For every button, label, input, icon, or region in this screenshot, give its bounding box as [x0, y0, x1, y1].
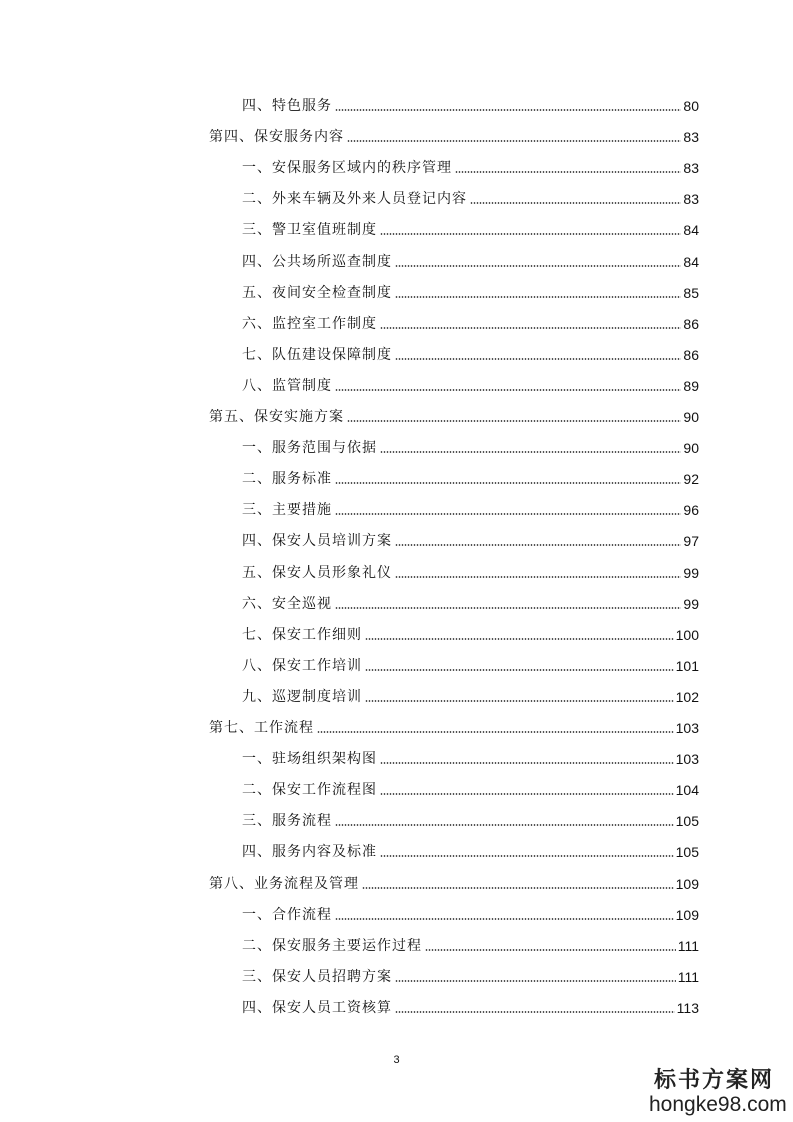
toc-entry-title: 六、安全巡视 — [242, 595, 332, 612]
toc-entry-page-number: 92 — [683, 471, 699, 488]
toc-dot-leader — [380, 855, 674, 857]
toc-section-entry — [242, 497, 699, 519]
toc-section-entry — [242, 684, 699, 706]
toc-entry-page-number: 83 — [683, 129, 699, 146]
toc-entry-page-number: 84 — [683, 222, 699, 239]
toc-dot-leader — [395, 296, 681, 298]
toc-entry-page-number: 99 — [683, 564, 699, 581]
toc-section-entry — [242, 902, 699, 924]
toc-section-entry — [242, 342, 699, 364]
toc-entry-title: 四、服务内容及标准 — [242, 844, 377, 861]
toc-entry-title: 二、服务标准 — [242, 471, 332, 488]
toc-dot-leader — [317, 731, 674, 733]
toc-entry-title: 二、保安工作流程图 — [242, 782, 377, 799]
toc-entry-title: 五、夜间安全检查制度 — [242, 284, 392, 301]
toc-dot-leader — [395, 358, 681, 360]
toc-entry-page-number: 103 — [675, 751, 699, 768]
toc-section-entry — [242, 373, 699, 395]
toc-entry-title: 六、监控室工作制度 — [242, 315, 377, 332]
toc-section-entry — [242, 435, 699, 457]
toc-section-entry — [242, 155, 699, 177]
toc-dot-leader — [395, 544, 681, 546]
toc-dot-leader — [347, 420, 681, 422]
toc-dot-leader — [380, 451, 681, 453]
toc-dot-leader — [335, 607, 681, 609]
toc-dot-leader — [335, 389, 681, 391]
watermark-site-name: 标书方案网 — [653, 1067, 774, 1093]
toc-section-entry — [242, 280, 699, 302]
toc-entry-title: 四、保安人员培训方案 — [242, 533, 392, 550]
toc-section-entry — [242, 528, 699, 550]
toc-section-entry — [242, 622, 699, 644]
toc-entry-page-number: 96 — [683, 502, 699, 519]
toc-entry-page-number: 99 — [683, 595, 699, 612]
toc-chapter-entry — [209, 871, 699, 893]
toc-entry-title: 九、巡逻制度培训 — [242, 688, 362, 705]
toc-entry-title: 四、特色服务 — [242, 98, 332, 114]
toc-section-entry — [242, 93, 699, 115]
toc-entry-title: 三、主要措施 — [242, 502, 332, 519]
toc-section-entry — [242, 995, 699, 1017]
toc-entry-page-number: 100 — [675, 626, 699, 643]
toc-dot-leader — [362, 887, 674, 889]
toc-entry-page-number: 102 — [675, 688, 699, 705]
toc-entry-title: 二、外来车辆及外来人员登记内容 — [242, 191, 467, 208]
toc-entry-title: 八、监管制度 — [242, 377, 332, 394]
toc-dot-leader — [380, 233, 681, 235]
toc-entry-page-number: 89 — [683, 377, 699, 394]
toc-entry-page-number: 113 — [676, 999, 699, 1016]
toc-dot-leader — [335, 109, 681, 111]
toc-entry-title: 一、服务范围与依据 — [242, 440, 377, 457]
toc-dot-leader — [335, 824, 674, 826]
toc-dot-leader — [395, 576, 681, 578]
toc-entry-title: 七、保安工作细则 — [242, 626, 362, 643]
toc-entry-page-number: 105 — [675, 813, 699, 830]
toc-section-entry — [242, 466, 699, 488]
toc-dot-leader — [470, 202, 681, 204]
toc-entry-title: 一、驻场组织架构图 — [242, 751, 377, 768]
toc-entry-title: 五、保安人员形象礼仪 — [242, 564, 392, 581]
toc-section-entry — [242, 249, 699, 271]
toc-dot-leader — [365, 638, 674, 640]
toc-dot-leader — [365, 669, 674, 671]
toc-entry-page-number: 97 — [683, 533, 699, 550]
toc-dot-leader — [365, 700, 674, 702]
toc-entry-title: 一、合作流程 — [242, 906, 332, 923]
toc-entry-title: 第四、保安服务内容 — [209, 129, 344, 146]
toc-chapter-entry — [209, 715, 699, 737]
toc-section-entry — [242, 808, 699, 830]
toc-entry-page-number: 109 — [675, 906, 699, 923]
toc-entry-page-number: 90 — [683, 440, 699, 457]
toc-entry-page-number: 80 — [683, 98, 699, 114]
watermark-url: hongke98.com — [649, 1093, 787, 1116]
toc-entry-page-number: 104 — [675, 782, 699, 799]
toc-dot-leader — [395, 1011, 675, 1013]
toc-entry-title: 八、保安工作培训 — [242, 657, 362, 674]
toc-dot-leader — [380, 762, 674, 764]
toc-section-entry — [242, 839, 699, 861]
toc-section-entry — [242, 186, 699, 208]
toc-entry-page-number: 83 — [683, 160, 699, 177]
toc-entry-title: 第七、工作流程 — [209, 720, 314, 736]
toc-dot-leader — [335, 513, 681, 515]
toc-entry-title: 二、保安服务主要运作过程 — [242, 937, 422, 954]
toc-entry-page-number: 86 — [683, 315, 699, 332]
toc-entry-page-number: 103 — [675, 720, 699, 736]
toc-entry-page-number: 90 — [683, 409, 699, 425]
toc-dot-leader — [395, 980, 676, 982]
toc-dot-leader — [380, 327, 681, 329]
toc-entry-title: 第五、保安实施方案 — [209, 409, 344, 425]
toc-section-entry — [242, 933, 699, 955]
toc-entry-page-number: 101 — [675, 657, 699, 674]
toc-dot-leader — [380, 793, 674, 795]
toc-entry-page-number: 105 — [675, 844, 699, 861]
toc-entry-title: 第八、业务流程及管理 — [209, 875, 359, 892]
toc-entry-page-number: 86 — [683, 346, 699, 363]
toc-entry-page-number: 109 — [675, 875, 699, 892]
toc-dot-leader — [455, 171, 681, 173]
toc-section-entry — [242, 591, 699, 613]
toc-entry-title: 四、保安人员工资核算 — [242, 999, 392, 1016]
toc-chapter-entry — [209, 404, 699, 426]
toc-entry-page-number: 83 — [683, 191, 699, 208]
toc-dot-leader — [347, 140, 681, 142]
toc-entry-page-number: 84 — [683, 253, 699, 270]
toc-chapter-entry — [209, 124, 699, 146]
toc-entry-title: 四、公共场所巡查制度 — [242, 253, 392, 270]
toc-section-entry — [242, 653, 699, 675]
toc-entry-title: 三、保安人员招聘方案 — [242, 968, 392, 985]
toc-section-entry — [242, 560, 699, 582]
watermark — [649, 1067, 787, 1118]
toc-entry-page-number: 111 — [677, 968, 699, 985]
toc-section-entry — [242, 777, 699, 799]
toc-entry-page-number: 111 — [677, 937, 699, 954]
toc-entry-title: 三、警卫室值班制度 — [242, 222, 377, 239]
toc-entry-title: 七、队伍建设保障制度 — [242, 346, 392, 363]
toc-dot-leader — [335, 482, 681, 484]
toc-section-entry — [242, 311, 699, 333]
toc-section-entry — [242, 746, 699, 768]
toc-dot-leader — [395, 265, 681, 267]
toc-dot-leader — [425, 949, 676, 951]
page-number: 3 — [393, 1054, 400, 1066]
toc-entry-title: 三、服务流程 — [242, 813, 332, 830]
toc-entry-page-number: 85 — [683, 284, 699, 301]
toc-section-entry — [242, 217, 699, 239]
toc-section-entry — [242, 964, 699, 986]
toc-dot-leader — [335, 918, 674, 920]
toc-entry-title: 一、安保服务区域内的秩序管理 — [242, 160, 452, 177]
